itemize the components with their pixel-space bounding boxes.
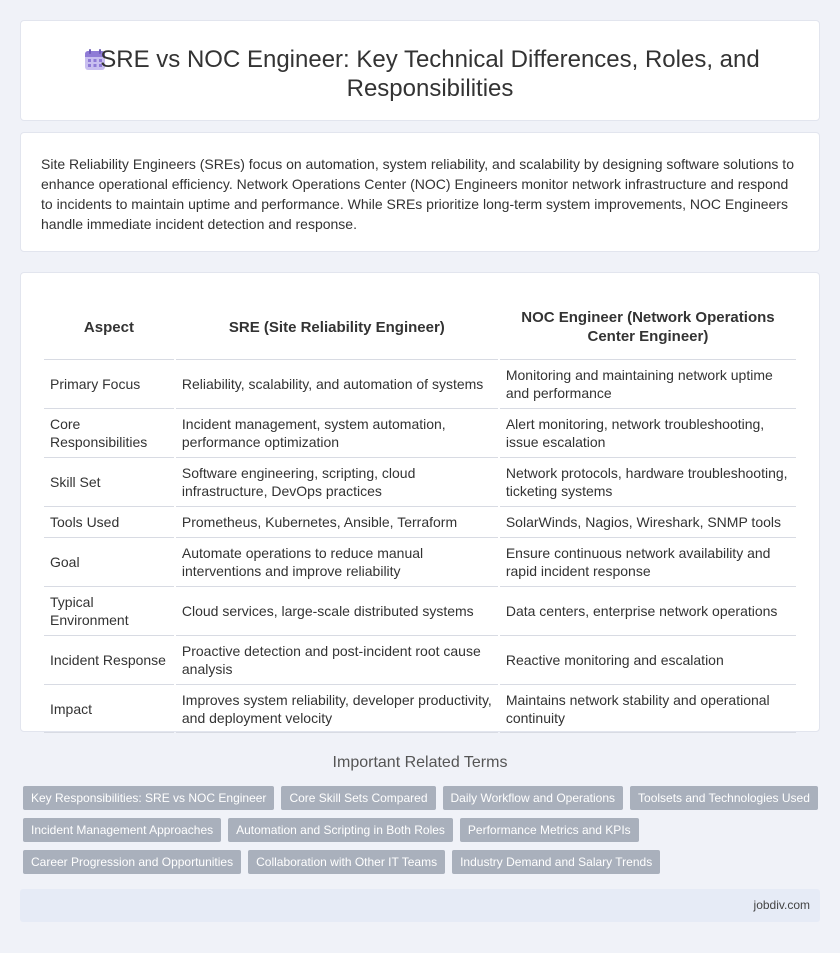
related-term-tag[interactable]: Industry Demand and Salary Trends bbox=[452, 850, 660, 874]
related-term-tag[interactable]: Incident Management Approaches bbox=[23, 818, 221, 842]
table-cell-sre: Automate operations to reduce manual interventions and improve reliability bbox=[176, 537, 498, 586]
comparison-table bbox=[42, 295, 798, 733]
tag-row bbox=[23, 786, 823, 810]
table-cell-sre: Prometheus, Kubernetes, Ansible, Terraform bbox=[176, 506, 498, 537]
table-cell-aspect: Tools Used bbox=[44, 506, 174, 537]
table-cell-aspect: Goal bbox=[44, 537, 174, 586]
table-row bbox=[44, 537, 796, 586]
table-cell-noc: Alert monitoring, network troubleshooting, issue escalation bbox=[500, 408, 796, 457]
table-cell-sre: Reliability, scalability, and automation of systems bbox=[176, 359, 498, 408]
table-row bbox=[44, 408, 796, 457]
related-terms-title: Important Related Terms bbox=[332, 754, 508, 771]
table-cell-sre: Software engineering, scripting, cloud infrastructure, DevOps practices bbox=[176, 457, 498, 506]
table-cell-aspect: Impact bbox=[44, 684, 174, 733]
table-row bbox=[44, 586, 796, 635]
related-term-tag[interactable]: Automation and Scripting in Both Roles bbox=[228, 818, 453, 842]
table-cell-sre: Proactive detection and post-incident root cause analysis bbox=[176, 635, 498, 684]
column-header-noc: NOC Engineer (Network Operations Center Engineer) bbox=[521, 309, 775, 345]
footer-site-link[interactable]: jobdiv.com bbox=[753, 898, 810, 912]
related-term-tag[interactable]: Daily Workflow and Operations bbox=[443, 786, 624, 810]
table-row bbox=[44, 359, 796, 408]
related-term-tag[interactable]: Key Responsibilities: SRE vs NOC Engineer bbox=[23, 786, 274, 810]
table-cell-noc: Network protocols, hardware troubleshooting, ticketing systems bbox=[500, 457, 796, 506]
table-row bbox=[44, 684, 796, 733]
table-cell-noc: Data centers, enterprise network operations bbox=[500, 586, 796, 635]
tag-row bbox=[23, 818, 823, 842]
intro-paragraph: Site Reliability Engineers (SREs) focus on automation, system reliability, and scalability by designing software solutions to enhance operational efficiency. Network Operations Center (NOC) Engineers monitor network infrastructure and respond to incidents to maintain uptime and performance. While SREs prioritize long-term system improvements, NOC Engineers handle immediate incident detection and response. bbox=[41, 156, 794, 232]
related-term-tag[interactable]: Toolsets and Technologies Used bbox=[630, 786, 818, 810]
table-row bbox=[44, 506, 796, 537]
related-term-tag[interactable]: Performance Metrics and KPIs bbox=[460, 818, 639, 842]
table-cell-noc: SolarWinds, Nagios, Wireshark, SNMP tools bbox=[500, 506, 796, 537]
table-cell-aspect: Incident Response bbox=[44, 635, 174, 684]
table-cell-aspect: Primary Focus bbox=[44, 359, 174, 408]
tag-row bbox=[23, 850, 823, 874]
table-header-row bbox=[44, 295, 796, 359]
footer bbox=[20, 889, 820, 922]
column-header-sre: SRE (Site Reliability Engineer) bbox=[228, 318, 445, 336]
comparison-table-card bbox=[20, 272, 820, 732]
intro-card bbox=[20, 132, 820, 252]
table-cell-aspect: Core Responsibilities bbox=[44, 408, 174, 457]
page-title: SRE vs NOC Engineer: Key Technical Differences, Roles, and Responsibilities bbox=[100, 46, 760, 102]
table-row bbox=[44, 635, 796, 684]
table-cell-noc: Monitoring and maintaining network uptime and performance bbox=[500, 359, 796, 408]
related-term-tag[interactable]: Collaboration with Other IT Teams bbox=[248, 850, 445, 874]
column-header-aspect: Aspect bbox=[83, 318, 134, 336]
related-term-tag[interactable]: Core Skill Sets Compared bbox=[281, 786, 435, 810]
table-cell-sre: Improves system reliability, developer productivity, and deployment velocity bbox=[176, 684, 498, 733]
table-cell-sre: Cloud services, large-scale distributed systems bbox=[176, 586, 498, 635]
table-cell-sre: Incident management, system automation, performance optimization bbox=[176, 408, 498, 457]
title-card bbox=[20, 20, 820, 121]
table-cell-noc: Reactive monitoring and escalation bbox=[500, 635, 796, 684]
table-cell-noc: Maintains network stability and operational continuity bbox=[500, 684, 796, 733]
table-row bbox=[44, 457, 796, 506]
table-cell-aspect: Skill Set bbox=[44, 457, 174, 506]
table-cell-noc: Ensure continuous network availability and rapid incident response bbox=[500, 537, 796, 586]
related-terms-tags bbox=[23, 786, 823, 882]
table-cell-aspect: Typical Environment bbox=[44, 586, 174, 635]
related-term-tag[interactable]: Career Progression and Opportunities bbox=[23, 850, 241, 874]
